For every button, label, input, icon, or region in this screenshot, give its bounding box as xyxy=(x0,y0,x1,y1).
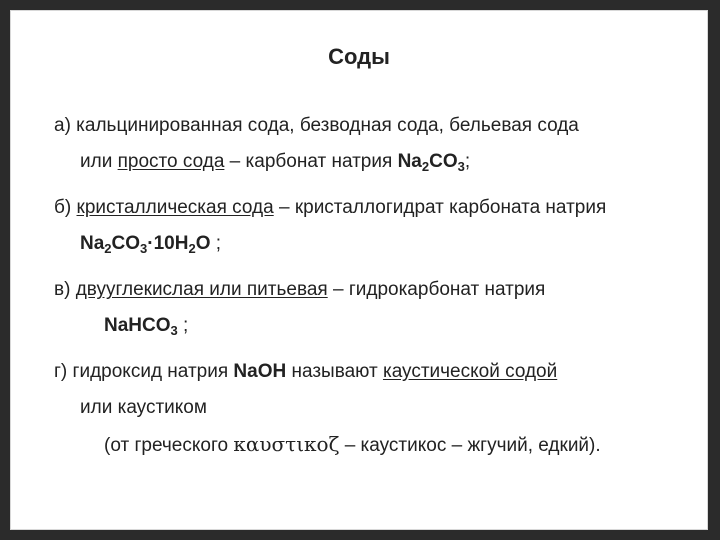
item-g-line3 xyxy=(104,432,601,458)
item-a-tail: ; xyxy=(464,151,471,172)
item-a-line1: а) кальцинированная сода, безводная сода, бельевая сода xyxy=(54,115,579,136)
item-a-underlined-term: просто сода xyxy=(117,151,225,172)
slide xyxy=(10,10,708,530)
item-b-line1 xyxy=(54,196,606,220)
item-a-line2 xyxy=(80,150,470,174)
item-g-greek-word: καυστικοζ xyxy=(233,432,340,456)
item-b-underlined-term: кристаллическая сода xyxy=(76,197,274,218)
item-v-underlined-term: двууглекислая или питьевая xyxy=(75,279,328,300)
item-g-middle: называют xyxy=(291,361,378,382)
item-g-formula: NaOH xyxy=(233,361,287,382)
slide-title: Соды xyxy=(328,44,390,69)
item-g-line3-open: (от греческого xyxy=(104,435,229,456)
item-b-tail: ; xyxy=(215,233,222,254)
item-a-prefix: или xyxy=(80,151,113,172)
item-g-line1 xyxy=(54,360,557,384)
item-a-dash-text: – карбонат натрия xyxy=(229,151,393,172)
item-b-formula: $Na_2CO_3\cdot 10H_2O$ xyxy=(80,233,211,256)
item-b-prefix: б) xyxy=(54,197,72,218)
item-g-line3-close: – каустикос – жгучий, едкий). xyxy=(344,435,601,456)
item-g-underlined-term: каустической содой xyxy=(382,361,558,382)
item-g-line2: или каустиком xyxy=(80,397,207,418)
item-a-formula: $Na_2CO_3$ xyxy=(397,151,465,174)
item-v-line2 xyxy=(104,314,188,338)
item-v-prefix: в) xyxy=(54,279,71,300)
item-v-dash-text: – гидрокарбонат натрия xyxy=(332,279,546,300)
item-v-tail: ; xyxy=(183,315,189,336)
item-g-prefix: г) гидроксид натрия xyxy=(54,361,229,382)
item-b-line2 xyxy=(80,232,221,256)
item-v-line1 xyxy=(54,278,545,302)
item-v-formula: NaHCO$_3$ xyxy=(104,315,178,338)
item-b-dash-text: – кристаллогидрат карбоната натрия xyxy=(278,197,607,218)
